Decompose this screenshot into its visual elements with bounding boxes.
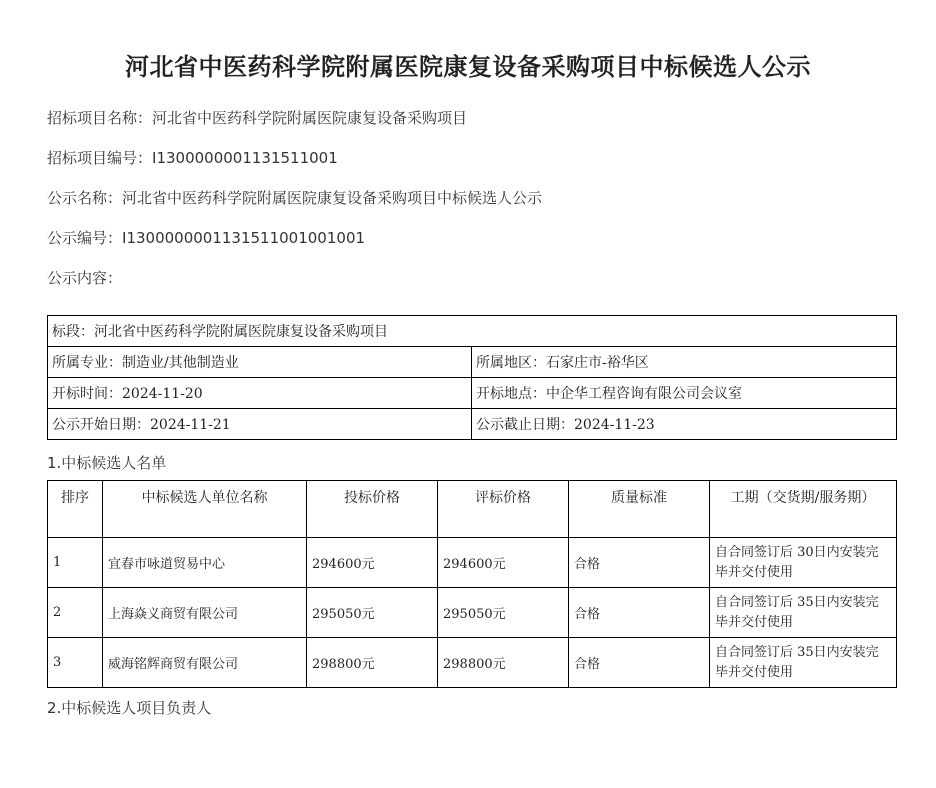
page-title: 河北省中医药科学院附属医院康复设备采购项目中标候选人公示 — [125, 53, 811, 81]
duration-cell: 自合同签订后 30日内安装完毕并交付使用 — [710, 538, 897, 588]
meta-project-name — [47, 107, 467, 128]
bid-price-cell: 294600元 — [307, 538, 438, 588]
meta-notice-number — [47, 227, 365, 248]
meta-notice-content — [47, 267, 122, 288]
pub-start-cell: 公示开始日期：2024-11-21 — [48, 409, 472, 440]
bid-price-cell: 295050元 — [307, 588, 438, 638]
duration-cell: 自合同签订后 35日内安装完毕并交付使用 — [710, 588, 897, 638]
quality-cell: 合格 — [569, 538, 710, 588]
quality-cell: 合格 — [569, 588, 710, 638]
bid-price-cell: 298800元 — [307, 638, 438, 688]
meta-label: 公示编号： — [47, 229, 123, 247]
region-cell: 所属地区：石家庄市-裕华区 — [472, 347, 897, 378]
table-row — [48, 588, 897, 638]
section-heading-project-leader: 2.中标候选人项目负责人 — [47, 699, 212, 717]
candidates-table — [47, 480, 897, 688]
table-row — [48, 638, 897, 688]
meta-value: 河北省中医药科学院附属医院康复设备采购项目中标候选人公示 — [122, 189, 543, 207]
column-header: 评标价格 — [438, 481, 569, 538]
rank-cell: 3 — [48, 638, 103, 688]
pub-end-cell: 公示截止日期：2024-11-23 — [472, 409, 897, 440]
meta-value: 河北省中医药科学院附属医院康复设备采购项目 — [152, 109, 468, 127]
meta-value: I1300000001131511001 — [152, 149, 338, 167]
company-cell: 上海焱义商贸有限公司 — [103, 588, 307, 638]
table-header-row — [48, 481, 897, 538]
company-cell: 宜春市咏道贸易中心 — [103, 538, 307, 588]
rank-cell: 2 — [48, 588, 103, 638]
meta-label: 公示内容： — [47, 269, 123, 287]
column-header: 工期（交货期/服务期） — [710, 481, 897, 538]
meta-value: I1300000001131511001001001 — [122, 229, 366, 247]
column-header: 中标候选人单位名称 — [103, 481, 307, 538]
open-time-cell: 开标时间：2024-11-20 — [48, 378, 472, 409]
table-row — [48, 378, 897, 409]
table-row — [48, 347, 897, 378]
bid-info-table — [47, 315, 897, 440]
meta-project-number — [47, 147, 338, 168]
eval-price-cell: 294600元 — [438, 538, 569, 588]
meta-label: 公示名称： — [47, 189, 123, 207]
quality-cell: 合格 — [569, 638, 710, 688]
column-header: 质量标准 — [569, 481, 710, 538]
eval-price-cell: 295050元 — [438, 588, 569, 638]
column-header: 投标价格 — [307, 481, 438, 538]
column-header: 排序 — [48, 481, 103, 538]
section-cell: 标段：河北省中医药科学院附属医院康复设备采购项目 — [48, 316, 897, 347]
open-place-cell: 开标地点：中企华工程咨询有限公司会议室 — [472, 378, 897, 409]
meta-notice-name — [47, 187, 542, 208]
eval-price-cell: 298800元 — [438, 638, 569, 688]
duration-cell: 自合同签订后 35日内安装完毕并交付使用 — [710, 638, 897, 688]
meta-label: 招标项目名称： — [47, 109, 153, 127]
table-row — [48, 409, 897, 440]
company-cell: 威海铭辉商贸有限公司 — [103, 638, 307, 688]
industry-cell: 所属专业：制造业/其他制造业 — [48, 347, 472, 378]
meta-label: 招标项目编号： — [47, 149, 153, 167]
section-heading-candidates: 1.中标候选人名单 — [47, 454, 167, 472]
table-row — [48, 538, 897, 588]
table-row — [48, 316, 897, 347]
rank-cell: 1 — [48, 538, 103, 588]
